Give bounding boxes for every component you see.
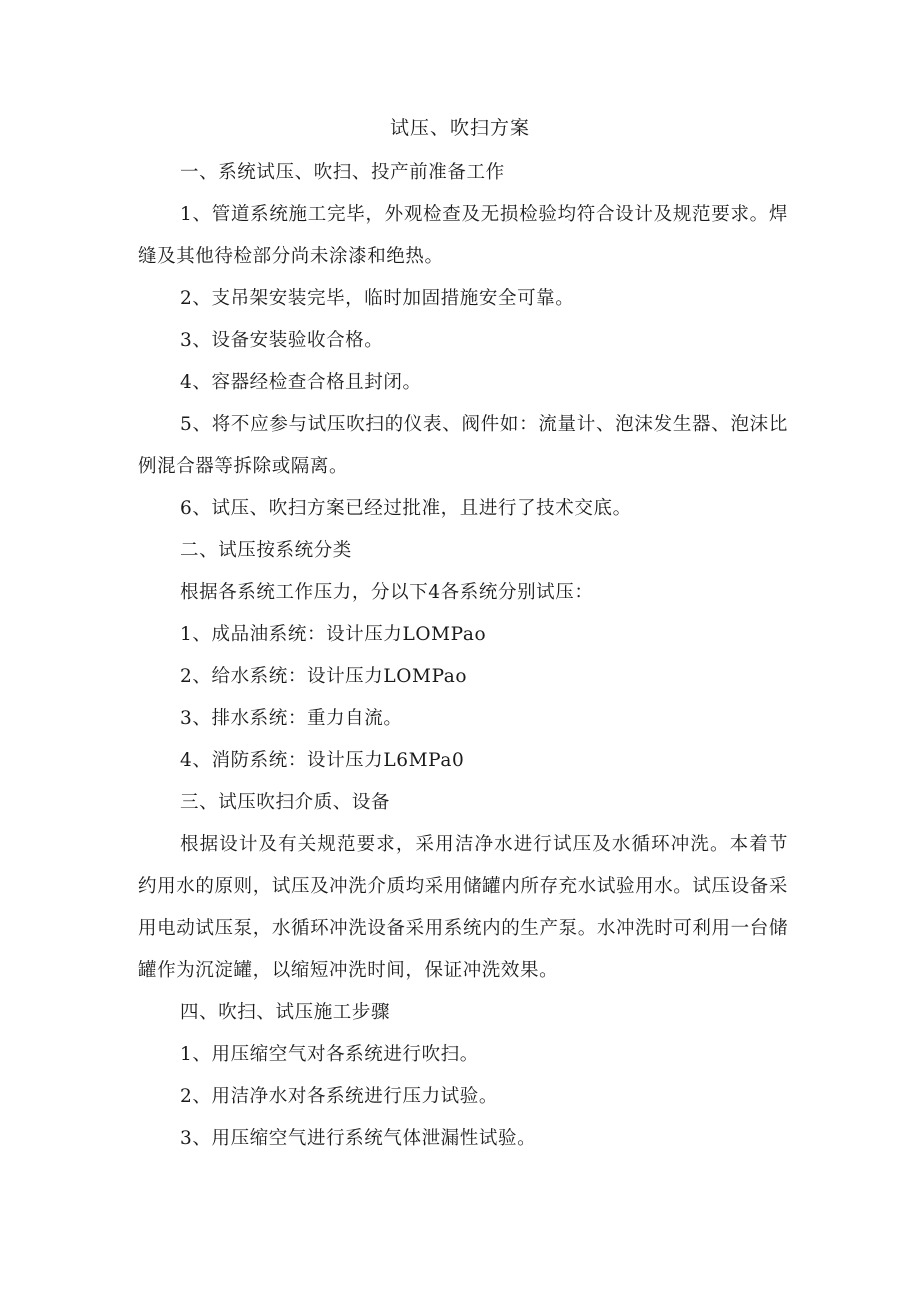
paragraph: 1、成品油系统：设计压力LOMPao bbox=[180, 624, 487, 645]
paragraph: 根据设计及有关规范要求，采用洁净水进行试压及水循环冲洗。本着节约用水的原则，试压及冲洗介质均采用储罐内所存充水试验用水。试压设备采用电动试压泵，水循环冲洗设备采用系统内的生产泵。水冲洗时可利用一台储罐作为沉淀罐，以缩短冲洗时间，保证冲洗效果。 bbox=[138, 834, 788, 981]
section-heading-1: 一、系统试压、吹扫、投产前准备工作 bbox=[180, 162, 505, 183]
paragraph: 1、用压缩空气对各系统进行吹扫。 bbox=[180, 1044, 479, 1065]
paragraph: 3、用压缩空气进行系统气体泄漏性试验。 bbox=[180, 1128, 537, 1149]
paragraph: 5、将不应参与试压吹扫的仪表、阀件如：流量计、泡沫发生器、泡沫比例混合器等拆除或隔离。 bbox=[138, 414, 788, 477]
paragraph: 6、试压、吹扫方案已经过批准，且进行了技术交底。 bbox=[180, 498, 632, 519]
paragraph: 2、给水系统：设计压力LOMPao bbox=[180, 666, 468, 687]
section-heading-4: 四、吹扫、试压施工步骤 bbox=[180, 1002, 391, 1023]
paragraph: 3、排水系统：重力自流。 bbox=[180, 708, 403, 729]
paragraph: 2、用洁净水对各系统进行压力试验。 bbox=[180, 1086, 498, 1107]
paragraph: 2、支吊架安装完毕，临时加固措施安全可靠。 bbox=[180, 288, 575, 309]
paragraph: 1、管道系统施工完毕，外观检查及无损检验均符合设计及规范要求。焊缝及其他待检部分尚未涂漆和绝热。 bbox=[138, 204, 788, 267]
paragraph: 4、消防系统：设计压力L6MPa0 bbox=[180, 750, 465, 771]
section-heading-2: 二、试压按系统分类 bbox=[180, 540, 352, 561]
document-title: 试压、吹扫方案 bbox=[389, 117, 530, 139]
paragraph: 4、容器经检查合格且封闭。 bbox=[180, 372, 422, 393]
section-heading-3: 三、试压吹扫介质、设备 bbox=[180, 792, 391, 813]
paragraph: 3、设备安装验收合格。 bbox=[180, 330, 384, 351]
paragraph: 根据各系统工作压力，分以下4各系统分别试压： bbox=[180, 582, 594, 603]
